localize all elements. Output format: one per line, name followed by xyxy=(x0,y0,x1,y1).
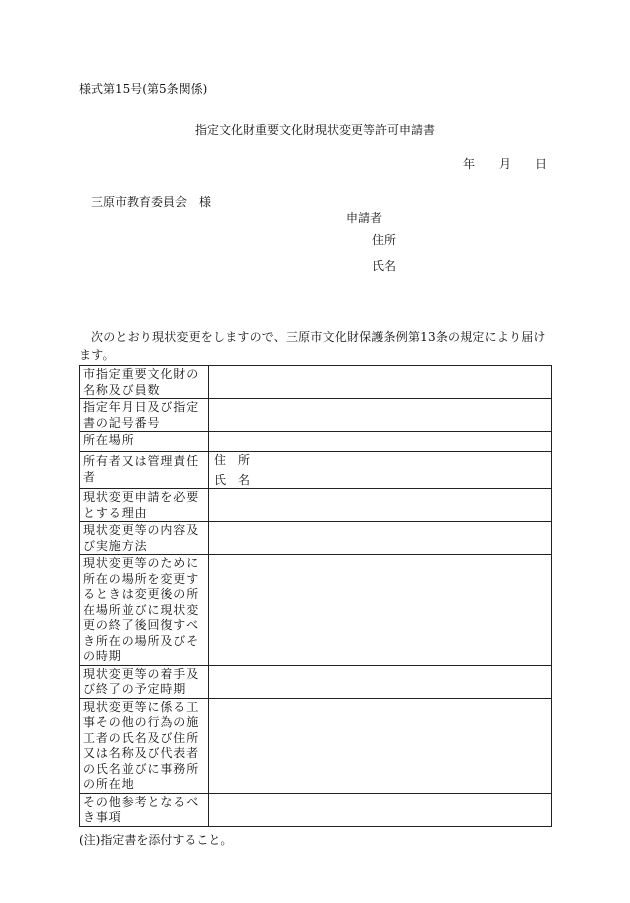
owner-name-label: 氏 名 xyxy=(214,472,251,487)
table-row xyxy=(80,793,552,826)
row-label: 現状変更等に係る工事その他の行為の施工者の氏名及び住所又は名称及び代表者の氏名並びに事務所の所在地 xyxy=(80,698,209,793)
owner-address-label: 住 所 xyxy=(214,453,251,467)
row-value-field[interactable] xyxy=(209,522,552,555)
row-label: 所有者又は管理責任者 xyxy=(80,452,209,489)
owner-value-field[interactable] xyxy=(209,452,552,489)
addressee: 三原市教育委員会 様 xyxy=(91,195,212,209)
row-value-field[interactable] xyxy=(209,432,552,452)
date-day-label: 日 xyxy=(535,157,548,171)
table-row xyxy=(80,489,552,522)
table-row xyxy=(80,452,552,489)
document-title: 指定文化財重要文化財現状変更等許可申請書 xyxy=(194,123,435,137)
table-row xyxy=(80,665,552,698)
intro-paragraph: 次のとおり現状変更をしますので、三原市文化財保護条例第13条の規定により届けます。 xyxy=(79,330,546,362)
table-row xyxy=(80,698,552,793)
row-value-field[interactable] xyxy=(209,555,552,666)
footnote: (注)指定書を添付すること。 xyxy=(79,833,233,847)
table-row xyxy=(80,555,552,666)
row-value-field[interactable] xyxy=(209,698,552,793)
table-row xyxy=(80,522,552,555)
application-items-table xyxy=(79,365,552,827)
applicant-name-label: 氏名 xyxy=(372,259,397,273)
row-label: その他参考となるべき事項 xyxy=(80,793,209,826)
form-number: 様式第15号(第5条関係) xyxy=(79,82,208,96)
row-value-field[interactable] xyxy=(209,489,552,522)
row-label: 所在場所 xyxy=(80,432,209,452)
date-year-label: 年 xyxy=(463,157,476,171)
table-row xyxy=(80,366,552,399)
row-label: 現状変更申請を必要とする理由 xyxy=(80,489,209,522)
row-label: 指定年月日及び指定書の記号番号 xyxy=(80,399,209,432)
applicant-label: 申請者 xyxy=(346,211,383,225)
table-row xyxy=(80,432,552,452)
applicant-address-label: 住所 xyxy=(372,233,397,247)
date-month-label: 月 xyxy=(499,157,512,171)
row-value-field[interactable] xyxy=(209,793,552,826)
row-value-field[interactable] xyxy=(209,366,552,399)
row-label: 市指定重要文化財の名称及び員数 xyxy=(80,366,209,399)
row-value-field[interactable] xyxy=(209,665,552,698)
row-value-field[interactable] xyxy=(209,399,552,432)
row-label: 現状変更等の着手及び終了の予定時期 xyxy=(80,665,209,698)
row-label: 現状変更等の内容及び実施方法 xyxy=(80,522,209,555)
row-label: 現状変更等のために所在の場所を変更するときは変更後の所在場所並びに現状変更の終了後回復すべき所在の場所及びその時期 xyxy=(80,555,209,666)
table-row xyxy=(80,399,552,432)
